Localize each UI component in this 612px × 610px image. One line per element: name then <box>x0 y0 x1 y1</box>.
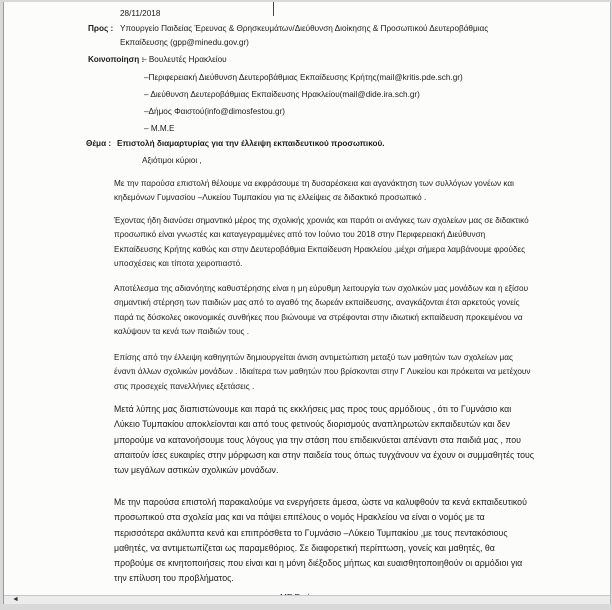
scan-margin-mark <box>273 2 274 16</box>
cc-item: –Δήμος Φαιστού(info@dimosfestou.gr) <box>144 107 286 116</box>
recipient-line-2: Εκπαίδευσης (gpp@minedu.gov.gr) <box>120 38 249 47</box>
cc-item: – Διεύθυνση Δευτεροβάθμιας Εκπαίδευσης Ηρακλείου(mail@dide.ira.sch.gr) <box>144 90 420 99</box>
arrow-left-icon: ◄ <box>12 596 19 603</box>
subject-label: Θέμα : <box>86 139 112 148</box>
body-paragraph: Μετά λύπης μας διαπιστώνουμε και παρά τις εκκλήσεις μας προς τους αρμόδιους , ότι το Γυμνάσιο και Λύκειο Τυμπακίου αποκλείονται και από τους φετινούς διορισμούς αναπληρωτών εκπαιδευτών και δεν μπορούμε να κατανοήσουμε τους λόγους για την στάση που επιδεικνύεται απέναντι στα παιδιά μας , που απαιτούν ίσες ευκαιρίες στην μόρφωση και στην παιδεία τους όπως τυγχάνουν να έχουν οι συμμαθητές τους των μεγάλων αστικών σχολικών μονάδων. <box>114 404 535 476</box>
recipient-line-1: Υπουργείο Παιδείας Έρευνας & Θρησκευμάτων/Διεύθυνση Διοίκησης & Προσωπικού Δευτεροβάθμιας <box>120 24 489 33</box>
body-paragraph: Με την παρούσα επιστολή παρακαλούμε να ενεργήσετε άμεσα, ώστε να καλυφθούν τα κενά εκπαιδευτικού προσωπικού στα σχολεία μας και να πάψει επιτέλους ο νομός Ηρακλείου να είναι ο νομός με τα περισσότερα ακάλυπτα κενά και επιπρόσθετα το Γυμνάσιο –Λύκειο Τυμπακίου ,με τους πεντακόσιους μαθητές, να αντιμετωπίζεται ως παραμεθόριος. Σε διαφορετική περίπτωση, γονείς και μαθητές, θα προβούμε σε κινητοποιήσεις που είναι και η μόνη διέξοδος μήπως και ευαισθητοποιηθούν οι αρμόδιοι για την επίλυση του προβλήματος. <box>114 497 527 584</box>
body-paragraph: Αποτέλεσμα της αδιανόητης καθυστέρησης είναι η μη εύρυθμη λειτουργία των σχολικών μας μονάδων και η εξίσου σημαντική στέρηση των παιδιών μας από το αγαθό της δωρεάν εκπαίδευσης, αναγκάζονται έτσι αρκετούς γονείς παρά τις δύσκολες οικονομικές συνθήκες που βιώνουμε να στρέφονται στην ιδιωτική εκπαίδευση προκειμένου να καλύψουν τα κενά των παιδιών τους . <box>114 284 529 336</box>
scan-bottom-strip <box>4 595 610 604</box>
letter-date: 28/11/2018 <box>120 9 161 18</box>
salutation: Αξιότιμοι κύριοι , <box>142 156 202 165</box>
cc-item: – Μ.Μ.Ε <box>144 124 175 133</box>
body-paragraph: Με την παρούσα επιστολή θέλουμε να εκφράσουμε τη δυσαρέσκεια και αγανάκτηση των συλλόγων γονέων και κηδεμόνων Γυμνασίου –Λυκείου Τυμπακίου για τις ελλείψεις σε διδακτικό προσωπικό . <box>114 179 514 203</box>
cc-item: – Βουλευτές Ηρακλείου <box>142 55 227 64</box>
cc-item: –Περιφερειακή Διεύθυνση Δευτεροβάθμιας Εκπαίδευσης Κρήτης(mail@kritis.pde.sch.gr) <box>144 73 463 82</box>
letter-page <box>3 2 611 604</box>
subject-text: Επιστολή διαμαρτυρίας για την έλλειψη εκπαιδευτικού προσωπικού. <box>117 139 385 148</box>
recipient-label: Προς : <box>88 24 114 33</box>
body-paragraph: Επίσης από την έλλειψη καθηγητών δημιουργείται άνιση αντιμετώπιση μεταξύ των μαθητών των σχολείων μας έναντι άλλων σχολικών μονάδων . Ιδιαίτερα των μαθητών που βρίσκονται στην Γ Λυκείου και πρόκειται να μετέχουν στις προσεχείς πανελλήνιες εξετάσεις . <box>114 353 531 391</box>
body-paragraph: Έχοντας ήδη διανύσει σημαντικό μέρος της σχολικής χρονιάς και παρότι οι ανάγκες των σχολείων μας σε διδακτικό προσωπικό είναι γνωστές και καταγεγραμμένες από τον Ιούνιο του 2018 στην Περιφερειακή Διεύθυνση Εκπαίδευσης Κρήτης καθώς και στην Δευτεροβάθμια Εκπαίδευση Ηρακλείου ,μέχρι σήμερα λαμβάνουμε φρούδες υποσχέσεις και τίποτα χειροπιαστό. <box>114 216 529 268</box>
cc-label: Κοινοποίηση : <box>88 55 145 64</box>
